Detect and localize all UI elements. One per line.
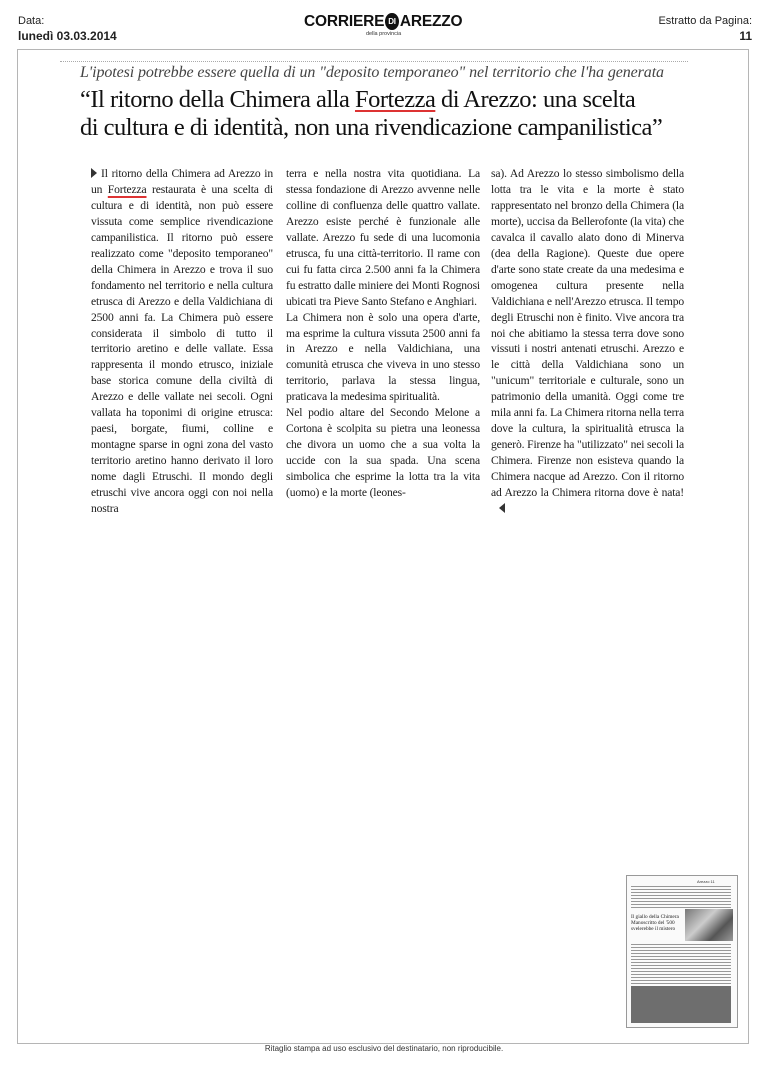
headline-line-1: “Il ritorno della Chimera alla Fortezza di Arezzo: una scelta [80, 86, 636, 113]
thumbnail-dark-block [631, 986, 731, 1023]
body-keyword: Fortezza [107, 182, 147, 196]
date-block [18, 14, 117, 44]
article-headline [80, 86, 662, 142]
logo-wordmark: CORRIERE DI AREZZO [304, 13, 463, 30]
article-column-3: sa). Ad Arezzo lo stesso simbolismo della lotta tra le vita e la morte è stato rappresentato nel bronzo della Chimera (la morte), uccisa da Bellerofonte (la vita) che cavalca il cavallo alato dono di Minerva (dea della Ragione). Queste due opere d'arte sono state create da una medesima e omogenea cultura presente nella Valdichiana e nell'Arezzo etrusca. Il tempo degli Etruschi non è finito. Vive ancora tra noi che abitiamo la stessa terra dove sono vissuti i nostri antenati etruschi. Arezzo e le città della Valdichiana sono un "unicum" territoriale e culturale, sono un patrimonio della umanità. Oggi come tre mila anni fa. La Chimera ritorna nella terra dove la cultura, la spiritualità etrusca la generò. Firenze ha "utilizzato" nei secoli la Chimera. Firenze non esisteva quando la Chimera nacque ad Arezzo. Con il ritorno ad Arezzo la Chimera ritorna dove è nata! [491, 166, 684, 517]
paragraph: La Chimera non è solo una opera d'arte, ma esprime la cultura vissuta 2500 anni fa in Arezzo e nella Valdichiana, una comunità etrusca che viveva in uno stesso territorio, parlava la stessa lingua, praticava la medesima spiritualità. [286, 310, 480, 404]
article-kicker: L'ipotesi potrebbe essere quella di un "deposito temporaneo" nel territorio che l'ha generata [80, 64, 664, 81]
article-column-2 [286, 166, 480, 501]
thumbnail-text-block [631, 886, 731, 908]
divider [60, 61, 688, 62]
headline-line-2: di cultura e di identità, non una rivendicazione campanilistica” [80, 114, 663, 141]
thumbnail-header: Arezzo 11 [697, 879, 715, 884]
page-thumbnail [626, 875, 738, 1028]
paragraph: Nel podio altare del Secondo Melone a Cortona è scolpita su pietra una leonessa che divora un uomo che a sua volta la uccide con la sua spada. Una scena simbolica che esprime la lotta tra la vita (uomo) e la morte (leones- [286, 406, 480, 500]
end-marker-icon [499, 503, 505, 513]
thumbnail-photo [685, 909, 733, 941]
page-number: 11 [739, 29, 752, 43]
thumbnail-headline: Il giallo della Chimera Manoscritto del '500 svelerebbe il mistero [631, 914, 679, 932]
page-block [658, 14, 752, 44]
logo-subtitle: della provincia [366, 31, 402, 37]
headline-keyword: Fortezza [354, 86, 436, 113]
article-column-1: Il ritorno della Chimera ad Arezzo in un Fortezza restaurata è una scelta di cultura e di identità, non può essere vissuta come semplice rivendicazione campanilistica. Il ritorno può essere realizzato come "deposito temporaneo" della Chimera in Arezzo e trova il suo fondamento nel territorio e nella cultura etrusca di Arezzo e della Valdichiana di 2500 anni fa. La Chimera può essere considerata il simbolo di tutto il territorio aretino e delle vallate. Essa rappresenta il mondo etrusco, iniziale base storica comune della civiltà di Arezzo e delle vallate nei secoli. Ogni vallata ha toponimi di origine etrusca: paesi, borgate, fiumi, colline e montagne sparse in ogni zona del vasto territorio aretino hanno derivato il loro nome dagli Etruschi. Il mondo degli etruschi vive ancora oggi con noi nella nostra [91, 167, 274, 516]
paragraph: terra e nella nostra vita quotidiana. La stessa fondazione di Arezzo avvenne nelle colline di confluenza delle quattro vallate. Arezzo esiste perché è funzionale alle vallate. Arezzo fu sede di una lucomonia etrusca, fu una città-territorio. Il rame con cui fu fatta circa 2.500 anni fa la Chimera fu estratto dalle miniere dei Monti Rognosi ubicati tra Pieve Santo Stefano e Anghiari. [286, 167, 480, 308]
page-label: Estratto da Pagina: [658, 15, 752, 27]
newspaper-logo [300, 10, 470, 40]
start-marker-icon [91, 168, 97, 178]
date-value: lunedì 03.03.2014 [18, 29, 117, 43]
thumbnail-text-block [631, 944, 731, 984]
footer-disclaimer: Ritaglio stampa ad uso esclusivo del destinatario, non riproducibile. [264, 1044, 504, 1053]
date-label: Data: [18, 15, 45, 27]
